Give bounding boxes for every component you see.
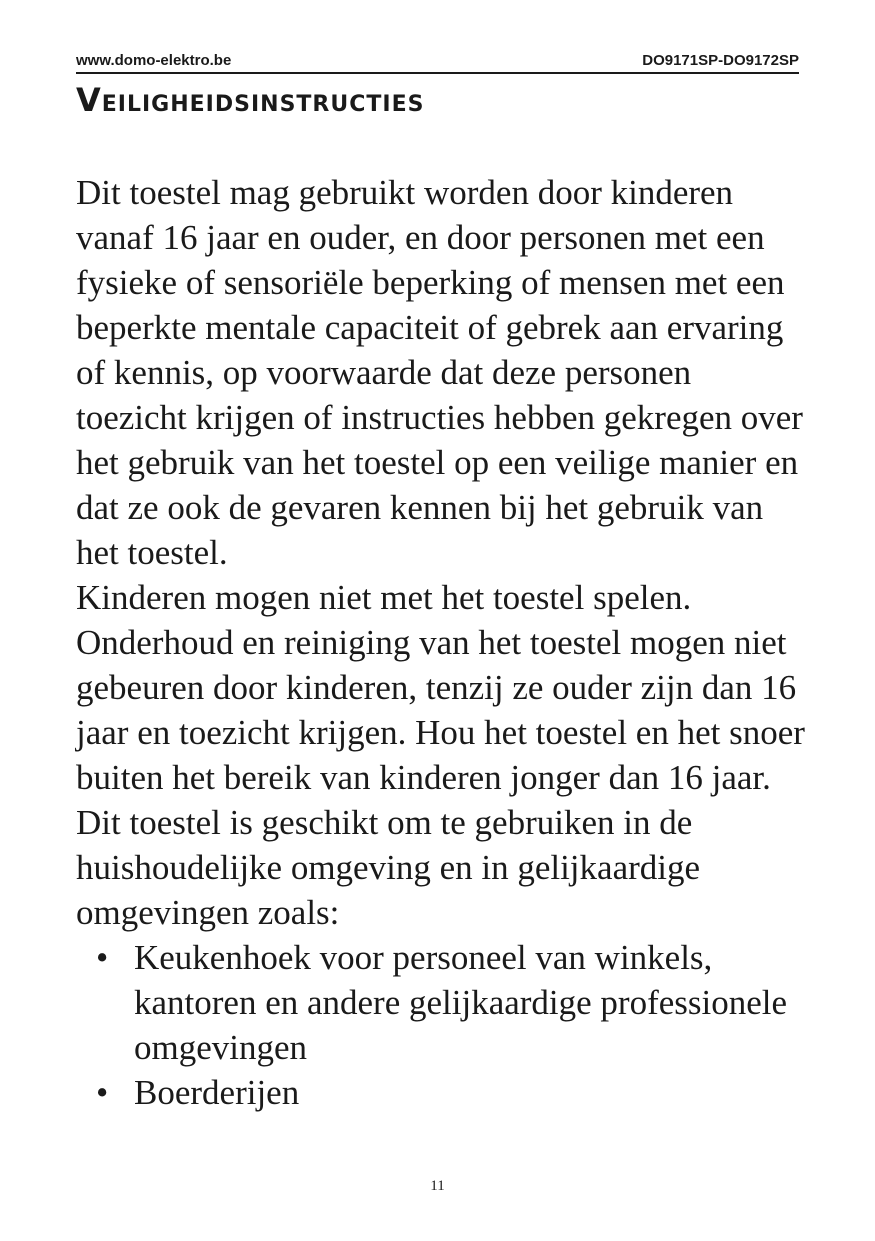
bullet-dot: • [96,1073,109,1112]
list-item-text: Keukenhoek voor personeel van winkels, kantoren en andere gelijkaardige professionele omgevingen [134,938,788,1067]
paragraph-children-play: Kinderen mogen niet met het toestel spelen. [76,578,692,617]
list-item [76,935,806,1070]
website-url: www.domo-elektro.be [76,52,232,69]
paragraph-usage-conditions: Dit toestel mag gebruikt worden door kinderen vanaf 16 jaar en ouder, en door personen met een fysieke of sensoriële beperking of mensen met een beperkte mentale capaciteit of gebrek aan ervaring of kennis, op voorwaarde dat deze personen toezicht krijgen of instructies hebben gekregen over het gebruik van het toestel op een veilige manier en dat ze ook de gevaren kennen bij het gebruik van het toestel. [76,173,803,572]
environment-list [76,935,806,1115]
paragraph-environment: Dit toestel is geschikt om te gebruiken in de huishoudelijke omgeving en in gelijkaardige omgevingen zoals: [76,803,701,932]
paragraph-maintenance: Onderhoud en reiniging van het toestel mogen niet gebeuren door kinderen, tenzij ze ouder zijn dan 16 jaar en toezicht krijgen. Hou het toestel en het snoer buiten het bereik van kinderen jonger dan 16 jaar. [76,623,805,797]
model-number: DO9171SP-DO9172SP [642,52,799,69]
list-item [76,1070,806,1115]
page-number: 11 [430,1178,445,1194]
bullet-dot: • [96,938,109,977]
list-item-text: Boerderijen [134,1073,300,1112]
body-text [76,170,806,1115]
page-header [76,50,799,74]
section-title: Veiligheidsinstructies [76,81,425,119]
